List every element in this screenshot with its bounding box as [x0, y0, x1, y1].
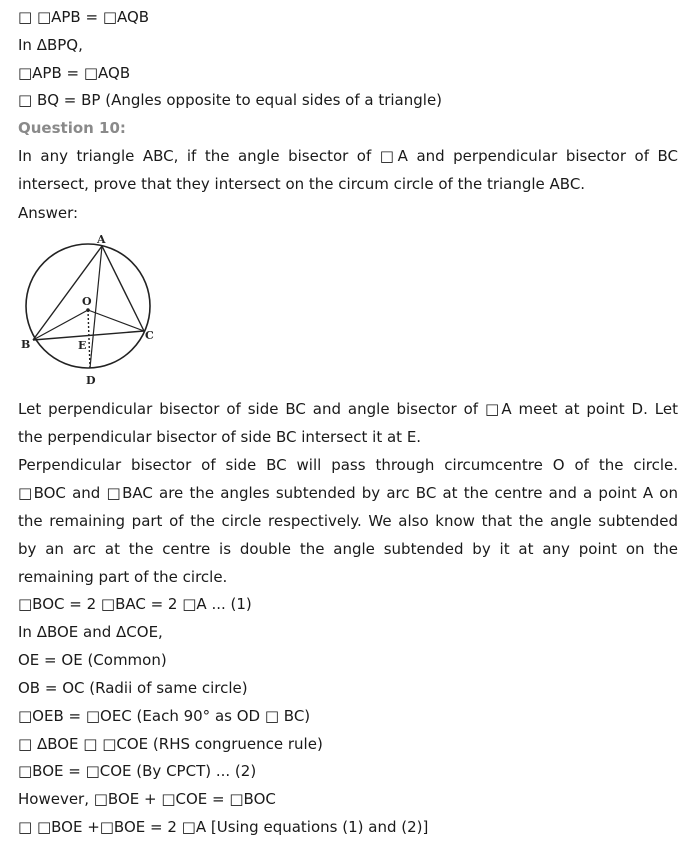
answer-p1-line-1: Let perpendicular bisector of side BC and angle bisector of □A meet at point D. Let [18, 400, 678, 418]
proof-line-4: □OEB = □OEC (Each 90° as OD □ BC) [18, 707, 311, 725]
answer-p2-line-1: Perpendicular bisector of side BC will pass through circumcentre O of the circle. [18, 456, 678, 474]
proof-line-2: OE = OE (Common) [18, 651, 167, 669]
label-c: C [145, 329, 154, 342]
top-line-1: □ □APB = □AQB [18, 8, 150, 26]
answer-label: Answer: [18, 204, 79, 222]
top-line-4: □ BQ = BP (Angles opposite to equal sides of a triangle) [18, 91, 443, 109]
proof-line-8: □ □BOE +□BOE = 2 □A [Using equations (1) and (2)] [18, 818, 429, 836]
proof-line-7: However, □BOE + □COE = □BOC [18, 790, 276, 808]
answer-p2-line-4: by an arc at the centre is double the angle subtended by it at any point on the [18, 540, 678, 558]
answer-p1-line-2: the perpendicular bisector of side BC intersect it at E. [18, 428, 422, 446]
proof-line-1: In ΔBOE and ΔCOE, [18, 623, 163, 641]
answer-p2-line-5: remaining part of the circle. [18, 568, 228, 586]
label-o: O [82, 295, 92, 308]
question-text-line-2: intersect, prove that they intersect on the circum circle of the triangle ABC. [18, 175, 586, 193]
question-text-line-1: In any triangle ABC, if the angle bisector of □A and perpendicular bisector of BC [18, 147, 678, 165]
perpendicular-bisector-od [88, 310, 90, 368]
label-a: A [97, 233, 106, 246]
geometry-figure [18, 232, 163, 390]
question-heading: Question 10: [18, 119, 126, 137]
answer-p2-line-2: □BOC and □BAC are the angles subtended by arc BC at the centre and a point A on [18, 484, 678, 502]
proof-line-3: OB = OC (Radii of same circle) [18, 679, 248, 697]
label-e: E [78, 339, 87, 352]
radius-ob [33, 310, 88, 340]
side-ab [33, 246, 102, 340]
proof-line-5: □ ΔBOE □ □COE (RHS congruence rule) [18, 735, 323, 753]
angle-bisector-ad [90, 246, 102, 368]
equation-1: □BOC = 2 □BAC = 2 □A ... (1) [18, 595, 252, 613]
top-line-2: In ΔBPQ, [18, 36, 83, 54]
label-b: B [21, 338, 31, 351]
proof-line-6: □BOE = □COE (By CPCT) ... (2) [18, 762, 257, 780]
top-line-3: □APB = □AQB [18, 64, 131, 82]
label-d: D [86, 374, 96, 387]
point-o [86, 308, 90, 312]
answer-p2-line-3: the remaining part of the circle respectively. We also know that the angle subtended [18, 512, 678, 530]
